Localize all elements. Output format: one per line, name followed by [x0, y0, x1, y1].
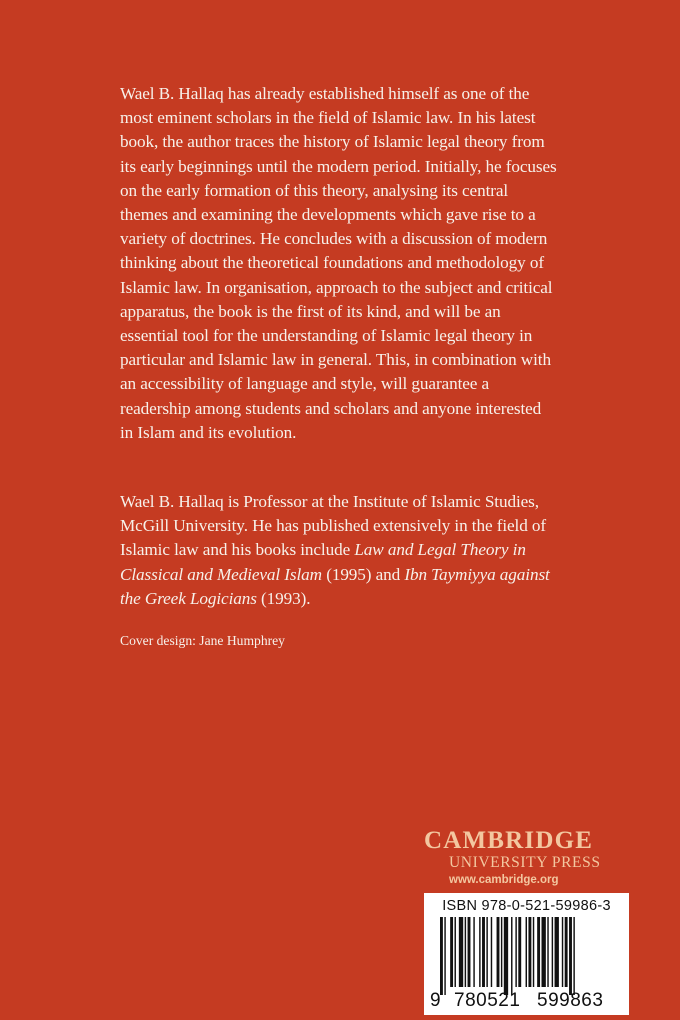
- barcode-bar: [482, 917, 485, 987]
- barcode-bar: [450, 917, 453, 987]
- barcode-bar: [565, 917, 568, 987]
- barcode-bar: [444, 917, 445, 995]
- barcode-bar: [555, 917, 559, 987]
- publisher-subtitle: UNIVERSITY PRESS: [449, 854, 601, 871]
- barcode-bar: [459, 917, 463, 987]
- barcode-bar: [504, 917, 508, 995]
- publisher-name: CAMBRIDGE: [424, 827, 594, 854]
- barcode-bar: [486, 917, 487, 987]
- barcode-bar: [526, 917, 527, 987]
- publisher-logo: [424, 828, 624, 888]
- barcode-bar: [497, 917, 500, 987]
- barcode-bar: [491, 917, 492, 987]
- book2-year: (1993).: [256, 588, 311, 608]
- barcode-bars: [438, 917, 628, 995]
- barcode-bar: [537, 917, 540, 987]
- book-blurb: [120, 82, 558, 445]
- book-title-ibn-taymiyya: Ibn Taymiyya against the Greek Logicians: [120, 564, 550, 608]
- barcode-bar: [465, 917, 466, 987]
- blurb-paragraph: Wael B. Hallaq has already established himself as one of the most eminent scholars in the field of Islamic law. In his latest book, the author traces the history of Islamic legal theory from its early beginnings until the modern period. Initially, he focuses on the early formation of this theory, analysing its central themes and examining the developments which gave rise to a variety of doctrines. He concludes with a discussion of modern thinking about the theoretical foundations and methodology of Islamic law. In organisation, approach to the subject and critical apparatus, the book is the first of its kind, and will be an essential tool for the understanding of Islamic legal theory in particular and Islamic law in general. This, in combination with an accessibility of language and style, will guarantee a readership among students and scholars and anyone interested in Islam and its evolution.: [120, 84, 557, 442]
- barcode-digit-first: 9: [430, 990, 442, 1011]
- barcode-bar: [515, 917, 516, 987]
- barcode-panel: [424, 893, 629, 1015]
- book-title-law-and-legal-theory: Law and Legal Theory in Classical and Medieval Islam: [120, 540, 526, 584]
- barcode-bar: [552, 917, 553, 987]
- barcode-digit-group1: 780521: [454, 990, 521, 1011]
- barcode-bar: [473, 917, 474, 987]
- barcode-bar: [562, 917, 563, 987]
- barcode-bar: [479, 917, 480, 987]
- barcode-bar: [511, 917, 512, 995]
- barcode-bar: [573, 917, 574, 995]
- cover-design-credit: Cover design: Jane Humphrey: [120, 633, 285, 648]
- barcode-bar: [528, 917, 531, 987]
- barcode-bar: [533, 917, 534, 987]
- barcode-bar: [501, 917, 502, 987]
- author-bio-paragraph: [120, 490, 558, 611]
- book1-year: (1995) and: [322, 564, 405, 584]
- barcode-bar: [547, 917, 548, 987]
- author-bio: [120, 490, 558, 611]
- publisher-url: www.cambridge.org: [449, 874, 559, 886]
- barcode-bar: [455, 917, 456, 987]
- barcode-bar: [542, 917, 546, 987]
- author-bio-intro: Wael B. Hallaq is Professor at the Institute of Islamic Studies, McGill University. He has published extensively in the field of Islamic law and his books include: [120, 492, 547, 560]
- barcode-bar: [440, 917, 443, 995]
- barcode-bar: [569, 917, 572, 995]
- isbn-label: ISBN 978-0-521-59986-3: [442, 898, 611, 914]
- barcode-digit-group2: 599863: [537, 990, 604, 1011]
- barcode-bar: [468, 917, 471, 987]
- barcode-bar: [518, 917, 521, 987]
